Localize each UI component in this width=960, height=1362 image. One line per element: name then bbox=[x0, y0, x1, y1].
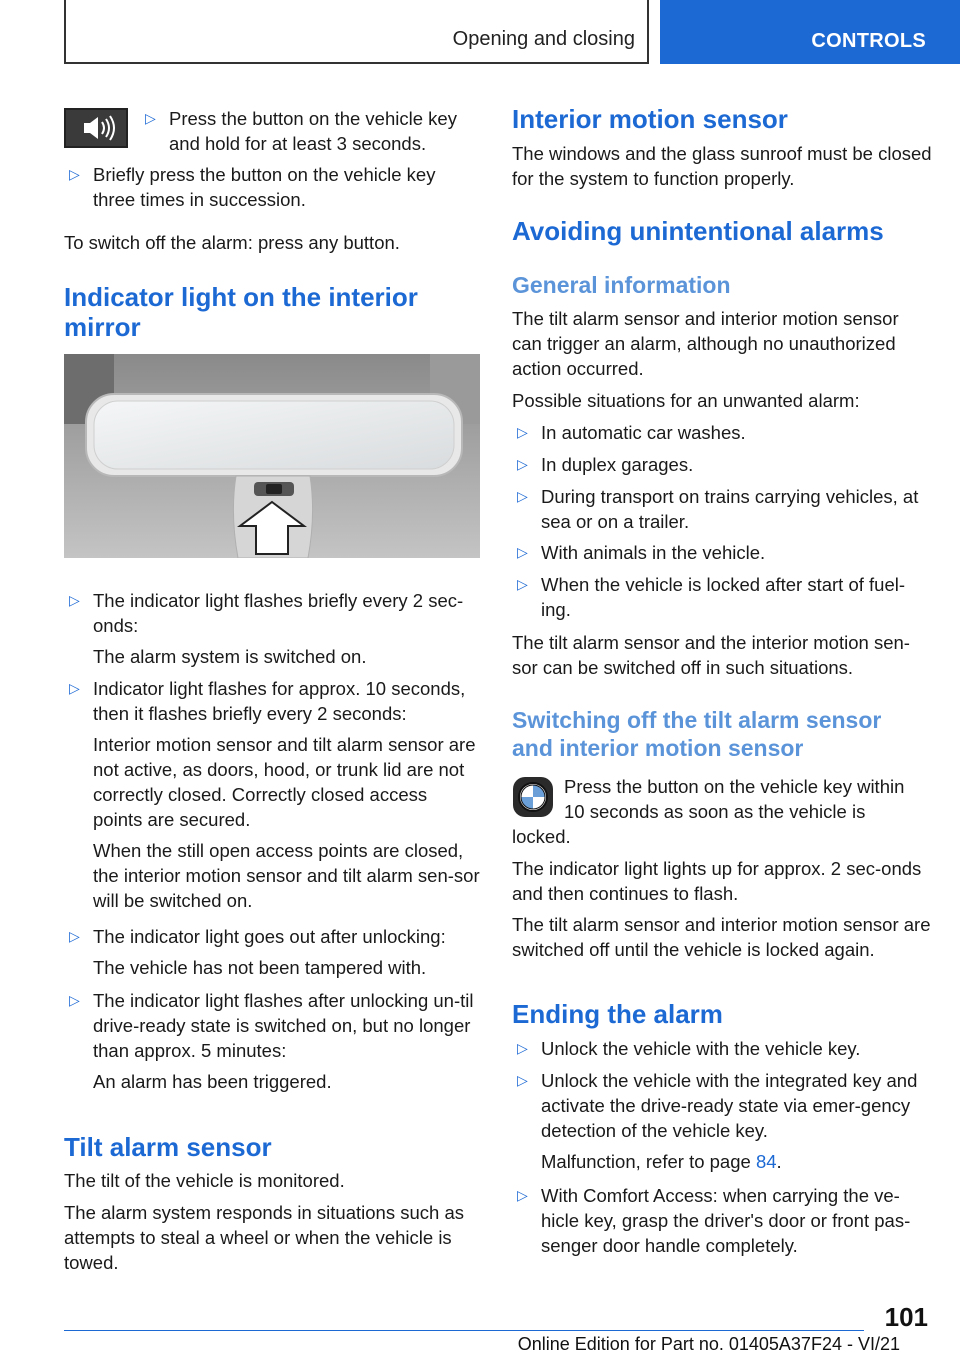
bullet-triangle-icon: ▷ bbox=[517, 576, 528, 592]
bullet-triangle-icon: ▷ bbox=[517, 1040, 528, 1056]
list-item: ▷ In automatic car washes. bbox=[517, 422, 746, 443]
horn-speaker-icon bbox=[64, 108, 128, 148]
list-item: ▷ Briefly press the button on the vehicle key three times in succession. bbox=[69, 164, 436, 210]
bmw-key-icon bbox=[512, 776, 554, 818]
bullet-triangle-icon: ▷ bbox=[145, 110, 156, 126]
list-item: ▷ The indicator light flashes after unlocking un‐til drive-ready state is switched on, but no longer than approx. 5 minutes: An alarm has been triggered. bbox=[69, 990, 474, 1092]
general-information-heading: General information bbox=[512, 272, 731, 298]
tilt-text-1: The tilt of the vehicle is monitored. bbox=[64, 1170, 345, 1191]
alarm-off-text: To switch off the alarm: press any button. bbox=[64, 232, 400, 253]
switch-text-1c: locked. bbox=[512, 826, 571, 847]
list-item: ▷ Indicator light flashes for approx. 10 seconds, then it flashes briefly every 2 seconds: Interior motion sensor and tilt alarm sensor are not active, as doors, hood, or trunk lid are not correctly closed. Correctly closed access points are secured. When the still open access points are closed, the interior motion sensor and tilt alarm sen‐sor will be switched on. bbox=[69, 678, 480, 911]
general-text-3: The tilt alarm sensor and the interior motion sen‐sor can be switched off in such situations. bbox=[512, 632, 910, 678]
bullet-triangle-icon: ▷ bbox=[517, 544, 528, 560]
page-number: 101 bbox=[884, 1302, 928, 1332]
bullet-triangle-icon: ▷ bbox=[517, 1187, 528, 1203]
switch-text-1a: Press the button on the vehicle key within bbox=[564, 776, 905, 797]
switch-text-2: The indicator light lights up for approx. 2 sec‐onds and then continues to flash. bbox=[512, 858, 922, 904]
footer-edition: Online Edition for Part no. 01405A37F24 - VI/21 bbox=[517, 1334, 900, 1354]
page-link[interactable]: 84 bbox=[755, 1151, 777, 1172]
ending-alarm-heading: Ending the alarm bbox=[512, 999, 723, 1029]
bullet-triangle-icon: ▷ bbox=[517, 488, 528, 504]
tilt-heading: Tilt alarm sensor bbox=[64, 1132, 272, 1162]
list-item: ▷ During transport on trains carrying vehicles, at sea or on a trailer. bbox=[517, 486, 919, 532]
header-section-title: Opening and closing bbox=[452, 28, 635, 50]
list-item: ▷ In duplex garages. bbox=[517, 454, 694, 475]
header-chapter-title: CONTROLS bbox=[811, 30, 926, 52]
list-item: ▷ The indicator light flashes briefly every 2 sec‐onds: The alarm system is switched on. bbox=[69, 590, 464, 667]
footer-divider bbox=[64, 1330, 864, 1331]
bullet-triangle-icon: ▷ bbox=[517, 424, 528, 440]
general-text-2: Possible situations for an unwanted alarm: bbox=[512, 390, 860, 411]
avoiding-alarms-heading: Avoiding unintentional alarms bbox=[512, 216, 884, 246]
list-item: ▷ With Comfort Access: when carrying the ve‐hicle key, grasp the driver's door or front pas‐senger door handle completely. bbox=[517, 1185, 911, 1256]
list-item: ▷ Unlock the vehicle with the integrated key and activate the drive-ready state via emer‐gency detection of the vehicle key. Malfunction, refer to page 84. bbox=[517, 1070, 918, 1172]
general-text-1: The tilt alarm sensor and interior motion sensor can trigger an alarm, although no unauthorized action occurred. bbox=[512, 308, 899, 379]
interior-motion-text: The windows and the glass sunroof must be closed for the system to function properly. bbox=[512, 143, 932, 189]
switch-text-1b: 10 seconds as soon as the vehicle is bbox=[564, 801, 866, 822]
list-item: ▷ With animals in the vehicle. bbox=[517, 542, 766, 563]
bullet-triangle-icon: ▷ bbox=[69, 992, 80, 1008]
bullet-triangle-icon: ▷ bbox=[69, 166, 80, 182]
interior-mirror-illustration bbox=[64, 354, 480, 558]
bullet-triangle-icon: ▷ bbox=[69, 928, 80, 944]
list-item: ▷ Unlock the vehicle with the vehicle key. bbox=[517, 1038, 861, 1059]
bullet-triangle-icon: ▷ bbox=[69, 592, 80, 608]
switching-off-heading: Switching off the tilt alarm sensor and interior motion sensor bbox=[512, 707, 882, 761]
interior-motion-heading: Interior motion sensor bbox=[512, 104, 788, 134]
list-item: ▷ When the vehicle is locked after start of fuel‐ing. bbox=[517, 574, 906, 620]
list-item: ▷ The indicator light goes out after unlocking: The vehicle has not been tampered with. bbox=[69, 926, 446, 978]
tilt-text-2: The alarm system responds in situations such as attempts to steal a wheel or when the vehicle is towed. bbox=[64, 1202, 464, 1273]
bullet-triangle-icon: ▷ bbox=[517, 1072, 528, 1088]
list-item: ▷ Press the button on the vehicle key and hold for at least 3 seconds. bbox=[145, 108, 457, 154]
switch-text-3: The tilt alarm sensor and interior motion sensor are switched off until the vehicle is locked again. bbox=[512, 914, 931, 960]
indicator-heading: Indicator light on the interior mirror bbox=[64, 282, 418, 342]
bullet-triangle-icon: ▷ bbox=[517, 456, 528, 472]
bullet-triangle-icon: ▷ bbox=[69, 680, 80, 696]
